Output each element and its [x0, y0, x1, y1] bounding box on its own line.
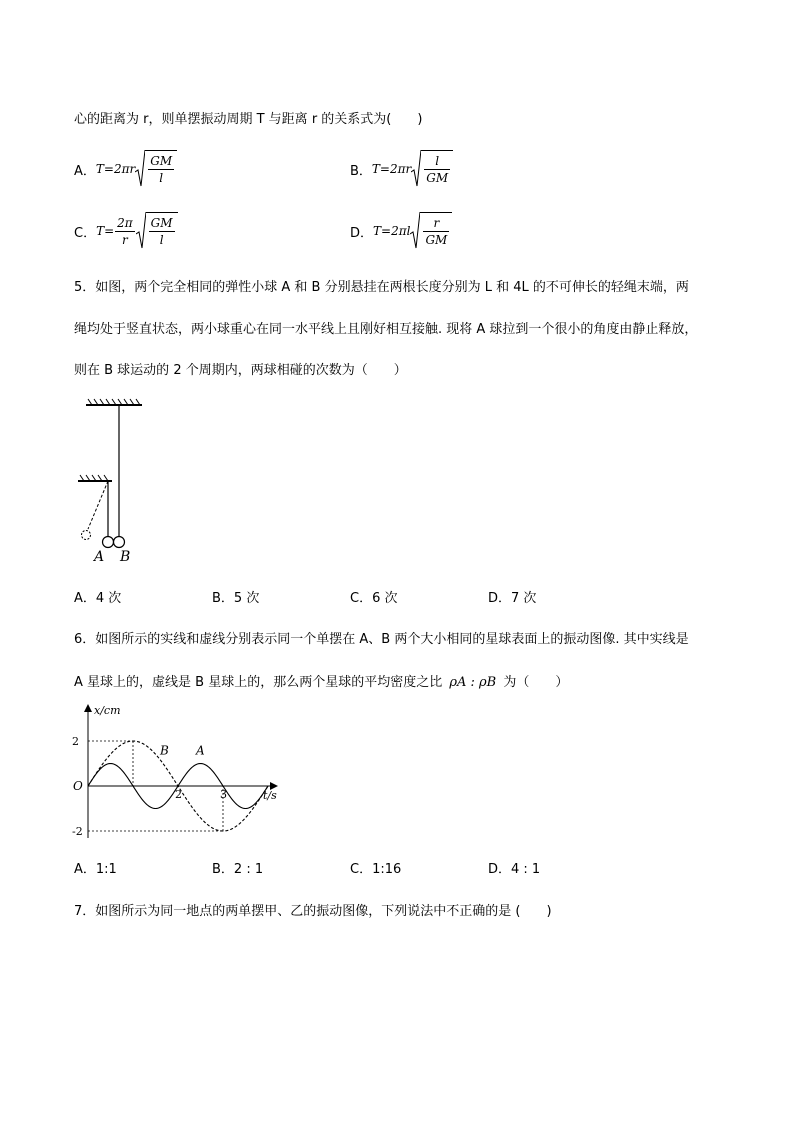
q5-line-2: 绳均处于竖直状态，两小球重心在同一水平线上且刚好相互接触. 现将 A 球拉到一个很小的角度由静止释放，: [74, 322, 698, 337]
q6-line-1: 6．如图所示的实线和虚线分别表示同一个单摆在 A、B 两个大小相同的星球表面上的振动图像. 其中实线是: [74, 632, 689, 647]
q5-line-1: 5．如图，两个完全相同的弹性小球 A 和 B 分别悬挂在两根长度分别为 L 和 4L 的不可伸长的轻绳末端，两: [74, 280, 689, 295]
q5-option-d[interactable]: D．7 次: [488, 591, 537, 606]
q6-line-2-post: 为（ ）: [503, 675, 569, 690]
formula-lhs: T=2πr: [371, 162, 412, 176]
sqrt-sign: [410, 212, 452, 250]
string-a-displaced: [88, 481, 108, 529]
sqrt-sign: [411, 150, 453, 188]
ball-a: [103, 537, 114, 548]
label-b: B: [120, 549, 131, 565]
density-ratio: ρA : ρB: [449, 675, 497, 690]
q4-option-b[interactable]: [350, 150, 453, 188]
fraction-numerator: GM: [150, 216, 173, 230]
q6-line-2: [74, 671, 568, 690]
y-axis-label: x/cm: [94, 704, 121, 717]
fraction-denominator: l: [159, 233, 164, 247]
pendulum-figure: [72, 395, 152, 565]
option-letter: C．: [74, 225, 97, 241]
q4-option-d[interactable]: [350, 212, 452, 250]
q5-option-a[interactable]: A．4 次: [74, 591, 122, 606]
vibration-chart: [70, 700, 285, 845]
series-a-label: A: [196, 743, 205, 758]
q4-option-c[interactable]: [74, 212, 178, 250]
y-tick-label: 2: [72, 735, 79, 748]
q6-option-c[interactable]: C．1:16: [350, 862, 402, 877]
option-letter: D．: [350, 225, 374, 241]
origin-label: O: [73, 779, 83, 793]
fraction-denominator: GM: [425, 233, 448, 247]
fraction-numerator: r: [423, 215, 449, 232]
sqrt-sign: [135, 150, 177, 188]
fraction-numerator: GM: [150, 154, 173, 168]
q6-line-2-pre: A 星球上的，虚线是 B 星球上的，那么两个星球的平均密度之比: [74, 675, 443, 690]
ball-b: [114, 537, 125, 548]
sqrt-sign: [136, 212, 178, 250]
series-b-label: B: [160, 743, 169, 758]
formula-lhs: T=2πl: [373, 224, 411, 238]
x-tick-label: 2: [175, 788, 182, 801]
formula-lhs: T=2πr: [95, 162, 136, 176]
q5-option-b[interactable]: B．5 次: [212, 591, 260, 606]
fraction-denominator: GM: [426, 171, 449, 185]
q6-option-b[interactable]: B．2 : 1: [212, 862, 264, 877]
q6-option-a[interactable]: A．1:1: [74, 862, 117, 877]
q6-option-d[interactable]: D．4 : 1: [488, 862, 541, 877]
q4-stem: 心的距离为 r，则单摆振动周期 T 与距离 r 的关系式为( ): [74, 112, 423, 127]
fraction-denominator: r: [122, 232, 128, 247]
q4-option-a[interactable]: [74, 150, 177, 188]
q5-option-c[interactable]: C．6 次: [350, 591, 398, 606]
x-axis-label: t/s: [263, 789, 277, 802]
ball-a-displaced: [82, 531, 91, 540]
q7-stem: 7．如图所示为同一地点的两单摆甲、乙的振动图像，下列说法中不正确的是 ( ): [74, 904, 552, 919]
fraction-numerator: 2π: [117, 215, 133, 230]
y-tick-label: -2: [72, 825, 83, 838]
label-a: A: [94, 549, 105, 565]
option-letter: B．: [350, 163, 372, 179]
fraction-denominator: l: [159, 171, 164, 185]
q5-line-3: 则在 B 球运动的 2 个周期内，两球相碰的次数为（ ）: [74, 363, 407, 378]
option-letter: A．: [74, 163, 96, 179]
formula-lhs: T=: [96, 224, 115, 238]
x-tick-label: 3: [220, 788, 227, 801]
fraction-numerator: l: [424, 153, 450, 170]
